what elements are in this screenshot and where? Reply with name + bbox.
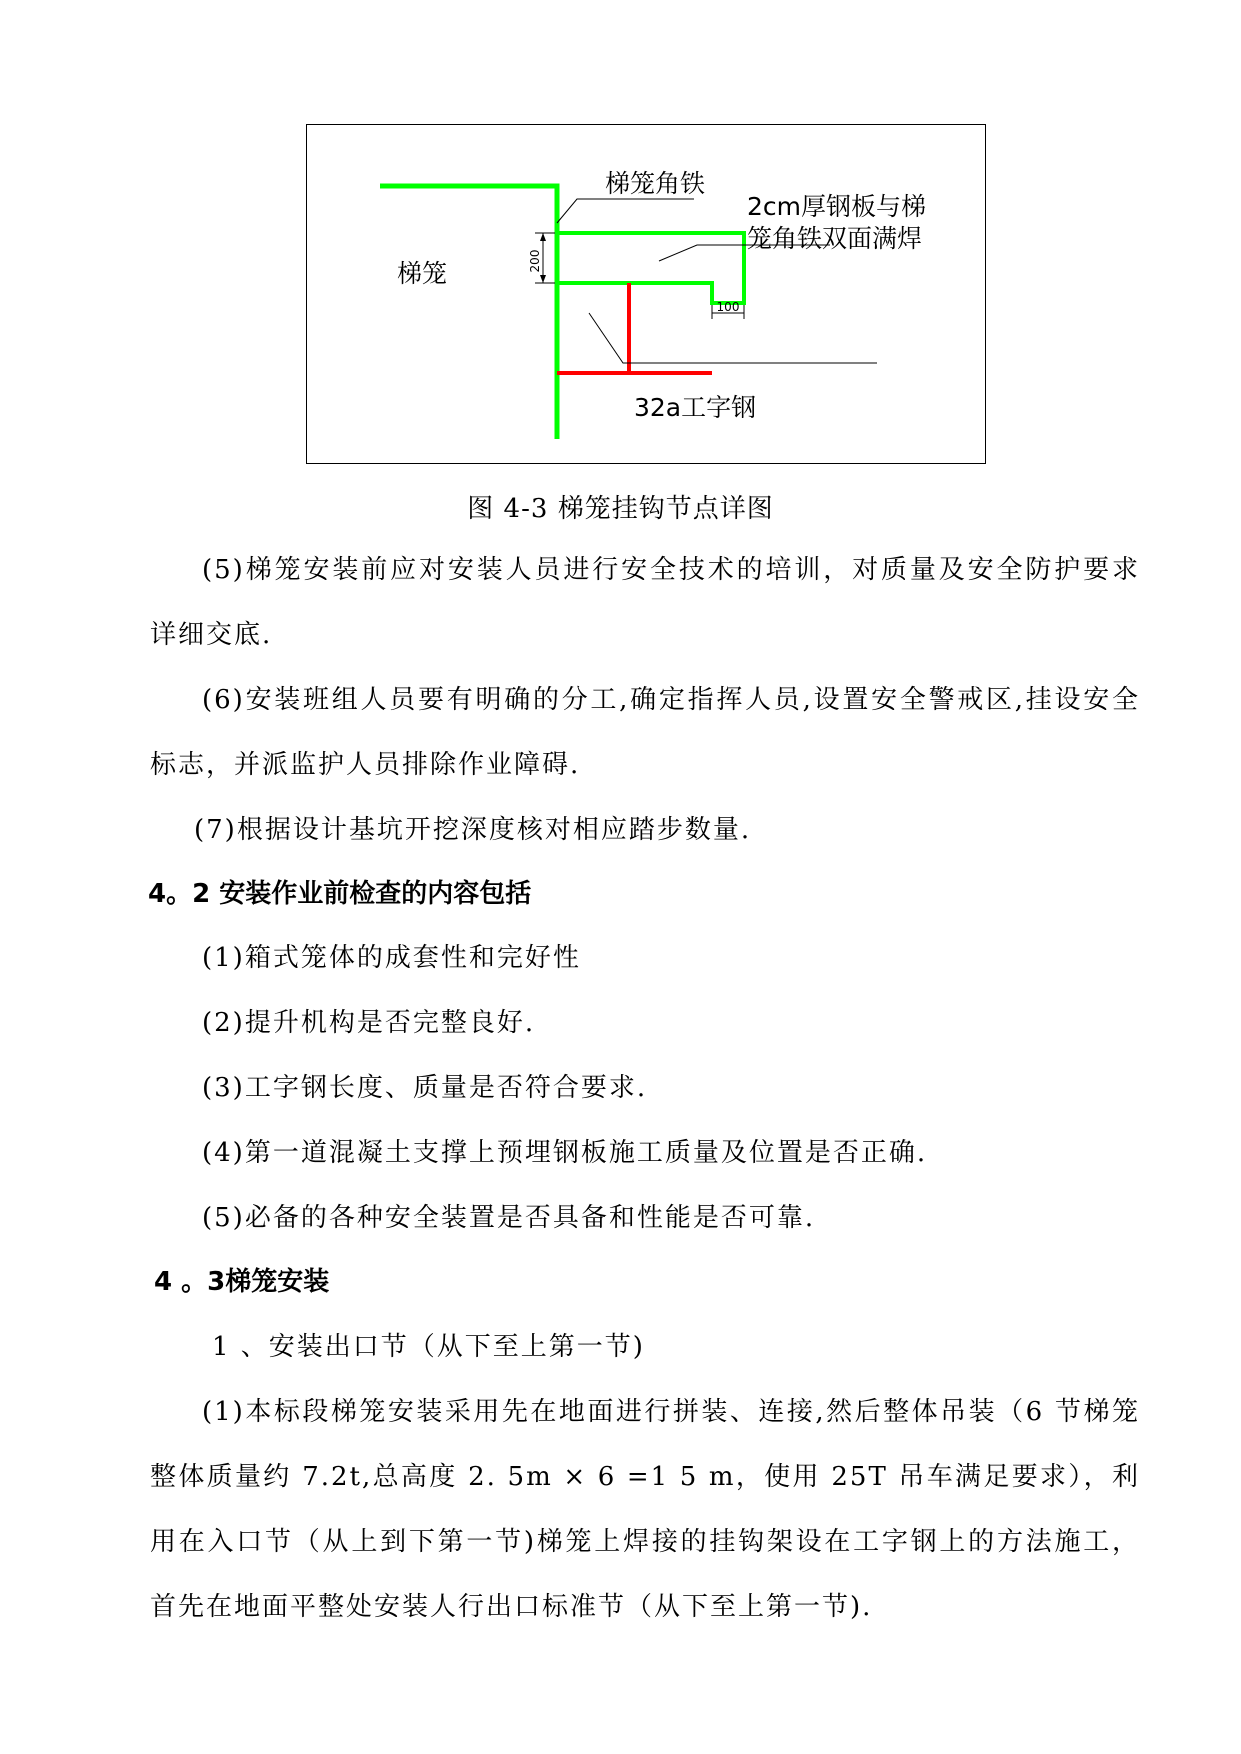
dimension-200-arrow-top bbox=[540, 233, 546, 241]
paragraph-training: (5)梯笼安装前应对安装人员进行安全技术的培训，对质量及安全防护要求详细交底. bbox=[150, 555, 1140, 650]
weld-note-line1: 2cm厚钢板与梯 bbox=[747, 192, 927, 221]
angle-iron-label: 梯笼角铁 bbox=[605, 169, 706, 198]
dimension-200-arrow-bottom bbox=[540, 275, 546, 283]
checklist-item-4: (4)第一道混凝土支撑上预埋钢板施工质量及位置是否正确. bbox=[202, 1138, 928, 1168]
paragraph-installation-method: (1)本标段梯笼安装采用先在地面进行拼装、连接,然后整体吊装（6 节梯笼整体质量约 7.2t,总高度 2. 5m × 6 =1 5 m，使用 25T 吊车满足要求），利用在入口节（从上到下第一节)梯笼上焊接的挂钩架设在工字钢上的方法施工，首先在地面平整处安装人行出口标准节（从下至上第一节). bbox=[150, 1397, 1140, 1622]
cage-label: 梯笼 bbox=[397, 259, 448, 288]
checklist-item-2: (2)提升机构是否完整良好. bbox=[202, 1008, 536, 1038]
weld-note-line2: 笼角铁双面满焊 bbox=[747, 224, 923, 253]
steel-plate-hook-outline bbox=[557, 233, 744, 303]
cage-top-frame-line bbox=[380, 186, 557, 439]
figure-caption: 图 4-3 梯笼挂钩节点详图 bbox=[467, 494, 774, 524]
checklist-item-3: (3)工字钢长度、质量是否符合要求. bbox=[202, 1073, 648, 1103]
paragraph-step-count: (7)根据设计基坑开挖深度核对相应踏步数量. bbox=[194, 815, 752, 845]
hook-node-detail-figure bbox=[306, 124, 986, 464]
paragraph-team-division: (6)安装班组人员要有明确的分工,确定指挥人员,设置安全警戒区,挂设安全标志，并派监护人员排除作业障碍. bbox=[150, 685, 1140, 780]
section-heading-4-2: 4。2 安装作业前检查的内容包括 bbox=[148, 879, 532, 909]
checklist-item-1: (1)箱式笼体的成套性和完好性 bbox=[202, 943, 581, 973]
dimension-100-label: 100 bbox=[716, 300, 740, 314]
hook-node-detail-drawing bbox=[307, 125, 987, 465]
i-beam-label: 32a工字钢 bbox=[634, 393, 757, 422]
section-heading-4-3: 4 。3梯笼安装 bbox=[154, 1267, 330, 1297]
checklist-item-5: (5)必备的各种安全装置是否具备和性能是否可靠. bbox=[202, 1203, 816, 1233]
angle-iron-leader bbox=[557, 199, 694, 223]
dimension-200-label: 200 bbox=[528, 249, 542, 273]
subheading-install-exit-section: 1 、安装出口节（从下至上第一节) bbox=[212, 1332, 645, 1362]
i-beam-leader bbox=[589, 313, 877, 363]
